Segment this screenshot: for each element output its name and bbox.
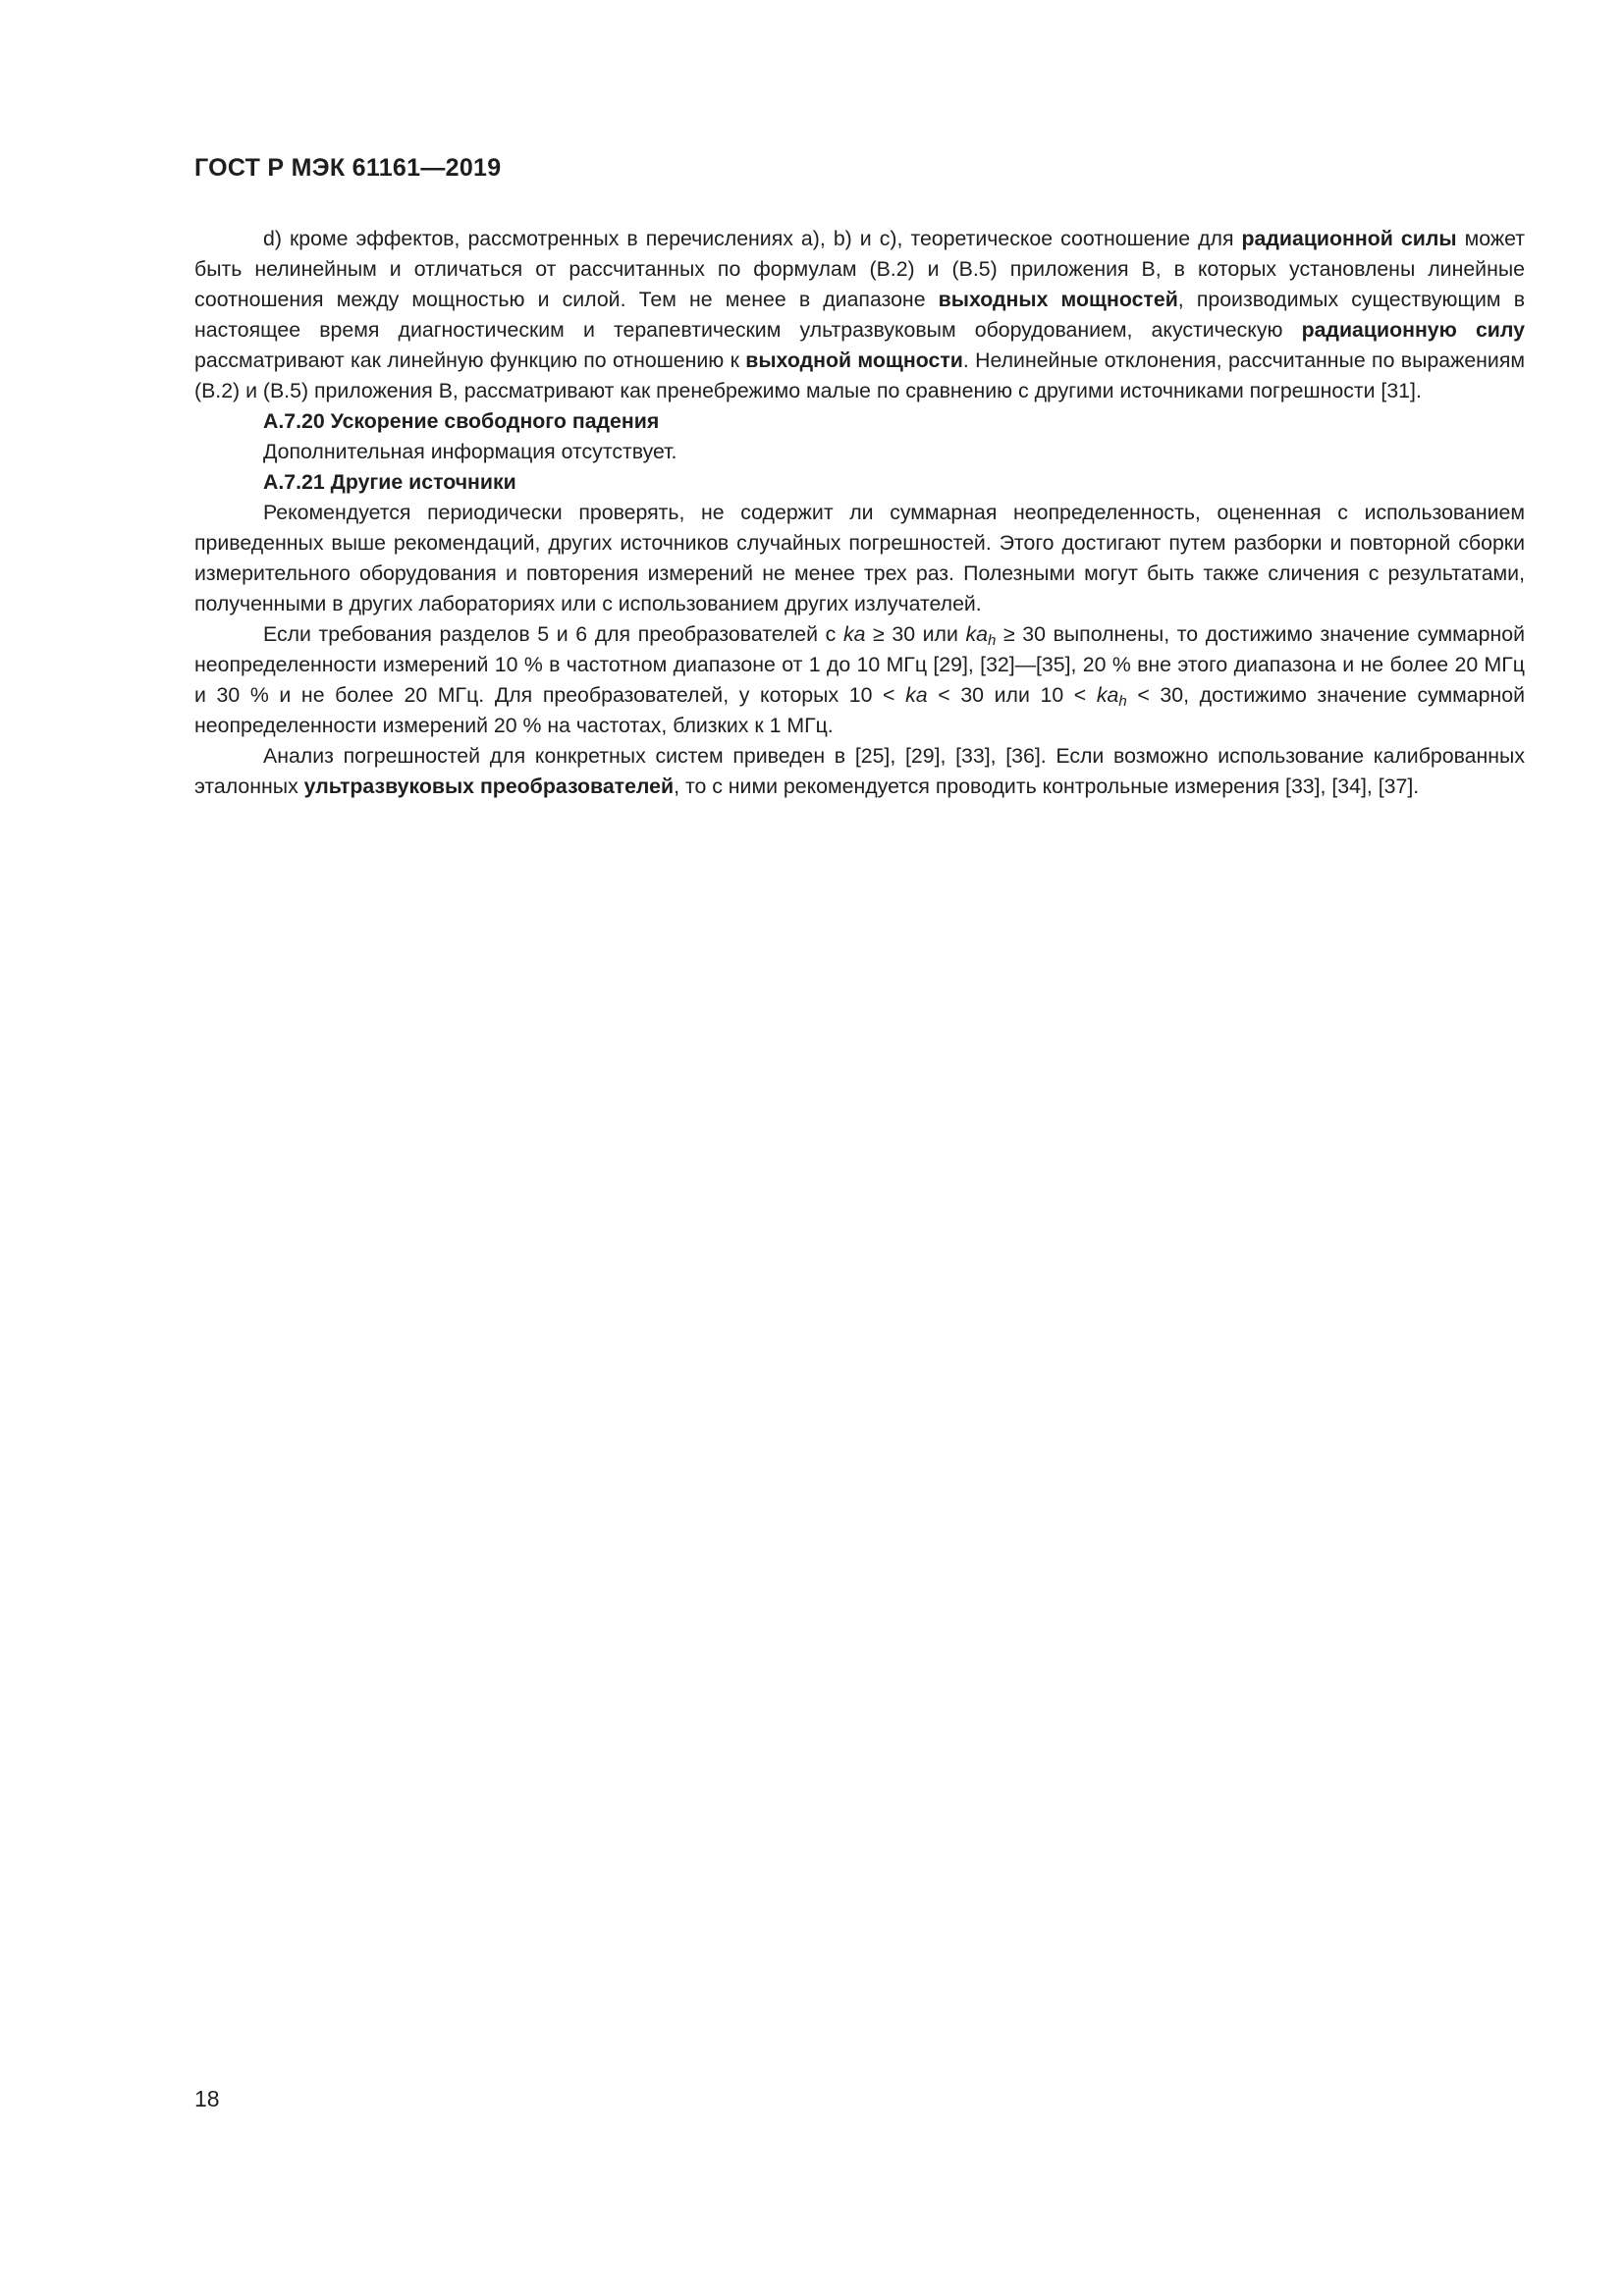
symbol-ka: ka: [842, 622, 866, 646]
document-header: ГОСТ Р МЭК 61161—2019: [194, 154, 502, 182]
paragraph-uncertainty: [194, 619, 1525, 741]
symbol-ka: ka: [905, 683, 928, 707]
section-text-a-7-20: Дополнительная информация отсутствует.: [263, 440, 677, 463]
subscript-h-letter: h: [1118, 693, 1127, 710]
symbol-ka-h: ka: [1096, 683, 1119, 707]
term-output-power: выходных мощностей: [938, 288, 1178, 311]
text-run: может быть нелинейным и отличаться от рассчитанных по формулам (B.2) и (B.5) приложения B, в которых установлены линейные соотношения между мощностью и силой. Тем не менее в диапазоне: [194, 227, 1525, 311]
text-run: < 30 или 10 <: [927, 683, 1097, 707]
text-run: ≥ 30 выполнены, то достижимо значение суммарной неопределенности измерений 10 % в частотном диапазоне от 1 до 10 МГц [29], [32]—[35], 20 % вне этого диапазона и не более 20 МГц и 30 % и не более 20 МГц. Для преобразователей, у которых 10 <: [194, 622, 1526, 707]
text-run: d) кроме эффектов, рассмотренных в перечислениях а), b) и с), теоретическое соотношение для: [263, 227, 1242, 250]
text-run: , то с ними рекомендуется проводить контрольные измерения [33], [34], [37].: [674, 774, 1420, 798]
subscript-h-letter: h: [988, 632, 997, 649]
term-radiation-force: радиационной силы: [1241, 227, 1457, 250]
text-run: . Нелинейные отклонения, рассчитанные по выражениям (B.2) и (B.5) приложения B, рассматривают как пренебрежимо малые по сравнению с другими источниками погрешности [31].: [194, 348, 1525, 402]
subscript-h: [1118, 693, 1126, 710]
page-number: 18: [194, 2086, 220, 2111]
text-run: Если требования разделов 5 и 6 для преобразователей с: [263, 622, 843, 646]
text-run: ≥ 30 или: [865, 622, 966, 646]
term-ultrasonic-transducers: ультразвуковых преобразователей: [303, 774, 675, 798]
text-run: Анализ погрешностей для конкретных систем приведен в [25], [29], [33], [36]. Если возможно использование калиброванных эталонных: [194, 744, 1525, 798]
section-heading-a-7-20: A.7.20 Ускорение свободного падения: [263, 409, 660, 433]
term-radiation-force: радиационную силу: [1301, 318, 1525, 342]
document-body: [194, 224, 1525, 802]
text-run: , производимых существующим в настоящее время диагностическим и терапевтическим ультразвуковым оборудованием, акустическую: [194, 288, 1526, 342]
section-heading-a-7-21: A.7.21 Другие источники: [263, 470, 516, 494]
section-text-a-7-21: Рекомендуется периодически проверять, не содержит ли суммарная неопределенность, оцененная с использованием приведенных выше рекомендаций, других источников случайных погрешностей. Этого достигают путем разборки и повторной сборки измерительного оборудования и повторения измерений не менее трех раз. Полезными могут быть также сличения с результатами, полученными в других лабораториях или с использованием других излучателей.: [194, 501, 1525, 615]
symbol-ka-h: ka: [965, 622, 988, 646]
paragraph-analysis: [194, 741, 1525, 802]
text-run: рассматривают как линейную функцию по отношению к: [194, 348, 746, 372]
paragraph-d: [194, 224, 1525, 406]
text-run: < 30, достижимо значение суммарной неопределенности измерений 20 % на частотах, близких к 1 МГц.: [194, 683, 1525, 737]
term-output-power: выходной мощности: [745, 348, 963, 372]
